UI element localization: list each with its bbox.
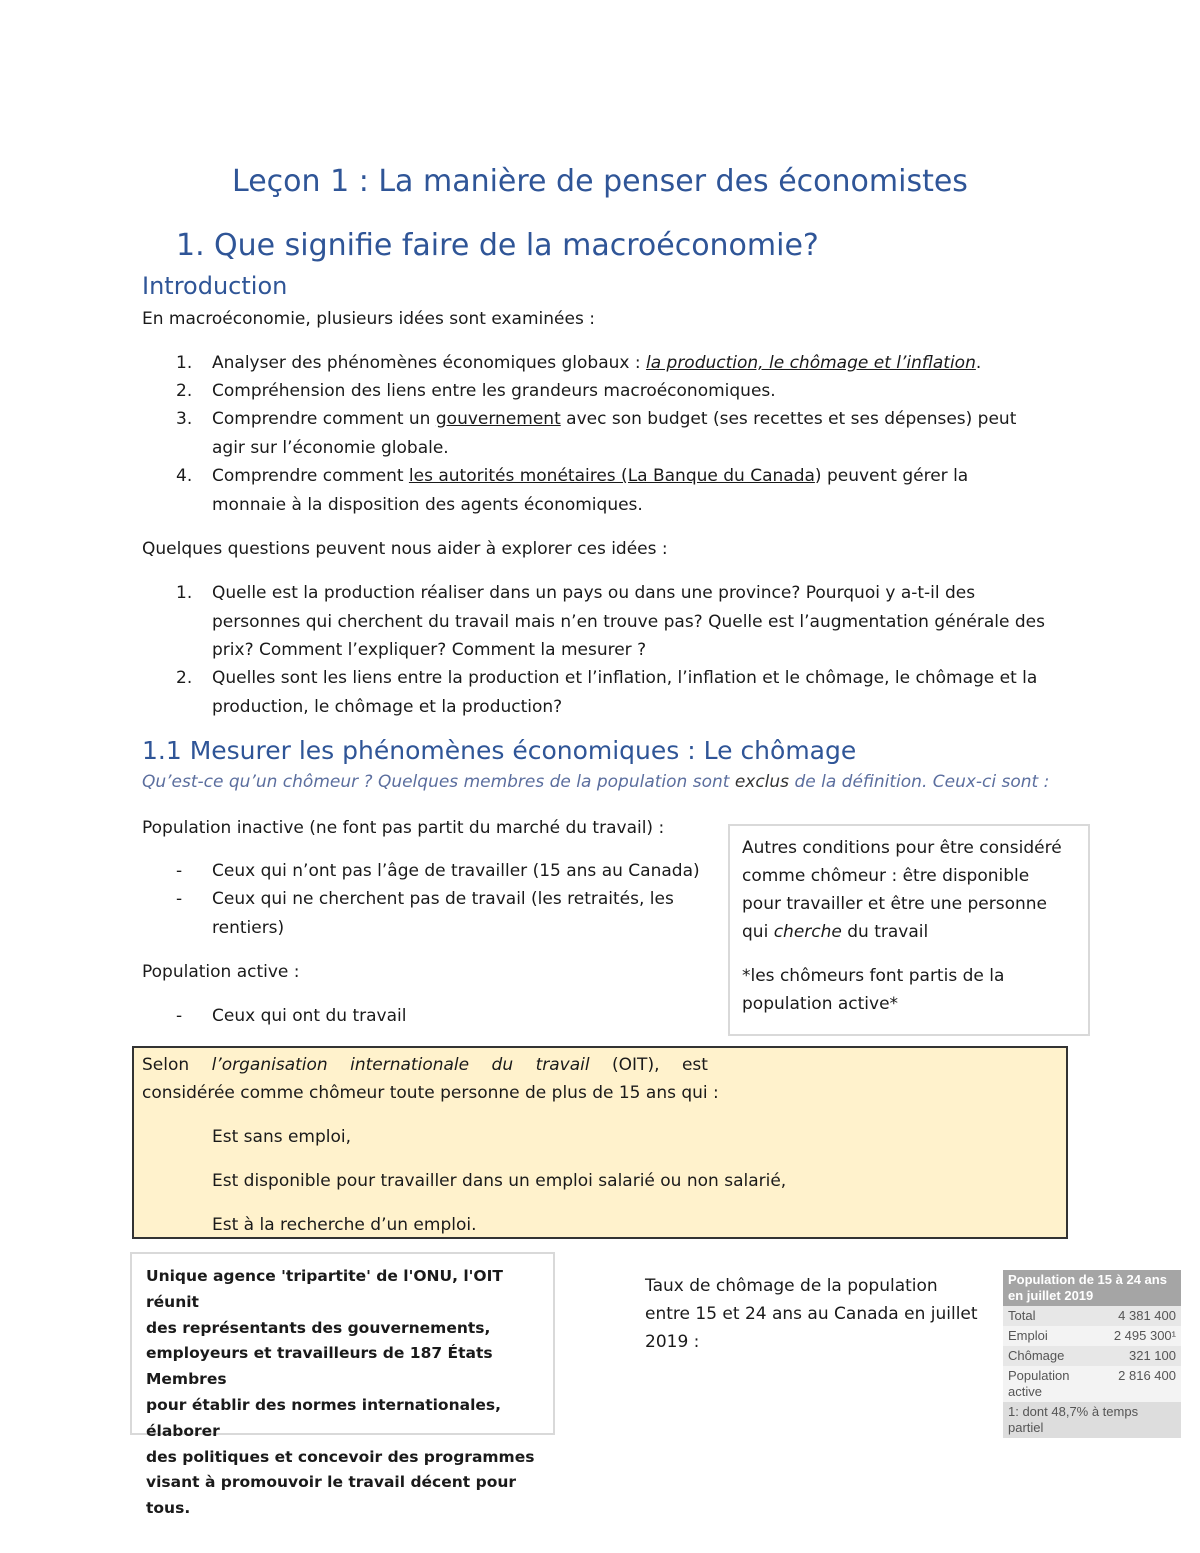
list-item (176, 462, 1076, 519)
dash-bullet: - (176, 889, 183, 909)
box-emphasis: cherche (773, 922, 842, 942)
box-text: visant à promouvoir le travail décent pour tous. (146, 1473, 517, 1518)
conditions-box (728, 824, 1090, 1036)
table-header-row (1003, 1270, 1181, 1306)
row-label: Emploi (1003, 1326, 1093, 1346)
unemployment-rate-caption (645, 1272, 995, 1356)
oit-word: l’organisation (211, 1055, 328, 1075)
intro-paragraph: En macroéconomie, plusieurs idées sont examinées : (142, 309, 595, 329)
list-number: 4. (176, 466, 193, 486)
lesson-title: Leçon 1 : La manière de penser des économistes (232, 164, 968, 199)
oit-first-line (142, 1051, 708, 1079)
row-value: 2 816 400 (1093, 1366, 1181, 1402)
oit-word: internationale (350, 1055, 470, 1075)
list-number: 1. (176, 583, 193, 603)
list-text: Ceux qui n’ont pas l’âge de travailler (15 ans au Canada) (212, 861, 700, 881)
box-text: comme chômeur : être disponible (742, 866, 1030, 886)
list-text: Compréhension des liens entre les grandeurs macroéconomiques. (212, 381, 776, 401)
box-text: pour établir des normes internationales, élaborer (146, 1395, 502, 1440)
subtitle-text: Qu’est-ce qu’un chômeur ? Quelques membres de la population sont (142, 772, 735, 792)
box-text: *les chômeurs font partis de la (742, 966, 1005, 986)
list-text: Quelle est la production réaliser dans un pays ou dans une province? Pourquoi y a-t-il des (212, 583, 976, 603)
list-text: production, le chômage et la production? (212, 696, 563, 717)
list-text: . (975, 353, 982, 373)
subsection-heading: 1.1 Mesurer les phénomènes économiques : Le chômage (142, 736, 857, 765)
table-row (1003, 1306, 1181, 1326)
box-text: population active* (742, 994, 899, 1014)
list-text: avec son budget (ses recettes et ses dépenses) peut (560, 409, 1017, 429)
list-number: 2. (176, 668, 193, 688)
list-text: Comprendre comment un (212, 409, 436, 429)
list-item (176, 579, 1096, 665)
list-text: personnes qui cherchent du travail mais n’en trouve pas? Quelle est l’augmentation générale des (212, 611, 1045, 632)
list-item (176, 377, 1076, 406)
table-row (1003, 1326, 1181, 1346)
list-number: 1. (176, 353, 193, 373)
oit-word: (OIT), (612, 1055, 660, 1075)
questions-paragraph: Quelques questions peuvent nous aider à explorer ces idées : (142, 539, 668, 559)
dash-bullet: - (176, 1006, 183, 1026)
population-table (1003, 1270, 1181, 1438)
oit-word: est (681, 1055, 708, 1075)
oit-info-box (130, 1252, 555, 1518)
table-note-row (1003, 1402, 1181, 1438)
list-text: agir sur l’économie globale. (212, 437, 449, 458)
subtitle-text: de la définition. Ceux-ci sont : (789, 772, 1050, 792)
list-text: Ceux qui ont du travail (212, 1006, 407, 1026)
dash-bullet: - (176, 861, 183, 881)
table-header-text: en juillet 2019 (1008, 1288, 1094, 1303)
oit-definition-box (132, 1046, 1068, 1239)
row-value: 4 381 400 (1093, 1306, 1181, 1326)
row-label: Total (1003, 1306, 1093, 1326)
list-item (176, 405, 1076, 462)
list-text: rentiers) (212, 917, 285, 938)
inactive-heading: Population inactive (ne font pas partit du marché du travail) : (142, 818, 665, 838)
oit-text: considérée comme chômeur toute personne de plus de 15 ans qui : (142, 1083, 719, 1103)
list-number: 3. (176, 409, 193, 429)
section-heading-1 (176, 226, 819, 266)
oit-criterion: Est à la recherche d’un emploi. (212, 1215, 477, 1235)
caption-text: 2019 : (645, 1332, 700, 1352)
row-label: Population active (1003, 1366, 1093, 1402)
box-text: des politiques et concevoir des programmes (146, 1447, 535, 1466)
list-item (176, 885, 716, 942)
list-text: monnaie à la disposition des agents économiques. (212, 494, 643, 515)
section-number: 1. (176, 228, 205, 263)
row-value: 2 495 300¹ (1093, 1326, 1181, 1346)
list-text: Analyser des phénomènes économiques globaux : (212, 353, 646, 373)
list-item (176, 664, 1096, 721)
subtitle-emphasis: exclus (734, 772, 790, 792)
list-text: ) peuvent gérer la (814, 466, 969, 486)
underlined-text: gouvernement (435, 409, 561, 429)
box-text: employeurs et travailleurs de 187 États Membres (146, 1344, 493, 1389)
section-heading-text: Que signifie faire de la macroéconomie? (214, 228, 819, 263)
table-row (1003, 1366, 1181, 1402)
list-text: Quelles sont les liens entre la production et l’inflation, l’inflation et le chômage, le chômage et la (212, 668, 1038, 688)
subtitle (142, 768, 1049, 796)
box-text: Autres conditions pour être considéré (742, 838, 1062, 858)
caption-text: Taux de chômage de la population (645, 1276, 938, 1296)
oit-word: du (491, 1055, 514, 1075)
table-footnote: 1: dont 48,7% à temps partiel (1003, 1402, 1181, 1438)
underlined-text: les autorités monétaires (La Banque du Canada (408, 466, 815, 486)
caption-text: entre 15 et 24 ans au Canada en juillet (645, 1304, 978, 1324)
list-text: Comprendre comment (212, 466, 409, 486)
oit-word: Selon (142, 1055, 190, 1075)
list-item (176, 1002, 716, 1031)
list-item (176, 349, 1076, 378)
table-header (1003, 1270, 1181, 1306)
box-text: Unique agence 'tripartite' de l'ONU, l'OIT réunit (146, 1267, 503, 1311)
oit-word: travail (535, 1055, 590, 1075)
box-text: du travail (841, 922, 929, 942)
oit-criterion: Est disponible pour travailler dans un emploi salarié ou non salarié, (212, 1171, 787, 1191)
underlined-text: la production, le chômage et l’inflation (645, 353, 976, 373)
list-text: prix? Comment l’expliquer? Comment la mesurer ? (212, 640, 647, 660)
box-text: qui (742, 922, 774, 942)
list-item (176, 857, 716, 886)
list-text: Ceux qui ne cherchent pas de travail (les retraités, les (212, 889, 674, 909)
introduction-heading: Introduction (142, 272, 288, 300)
oit-criterion: Est sans emploi, (212, 1127, 352, 1147)
row-label: Chômage (1003, 1346, 1093, 1366)
box-text: pour travailler et être une personne (742, 894, 1047, 914)
list-number: 2. (176, 381, 193, 401)
box-text: des représentants des gouvernements, (146, 1318, 491, 1337)
active-heading: Population active : (142, 962, 300, 982)
table-row (1003, 1346, 1181, 1366)
table-header-text: Population de 15 à 24 ans (1008, 1272, 1167, 1287)
row-value: 321 100 (1093, 1346, 1181, 1366)
